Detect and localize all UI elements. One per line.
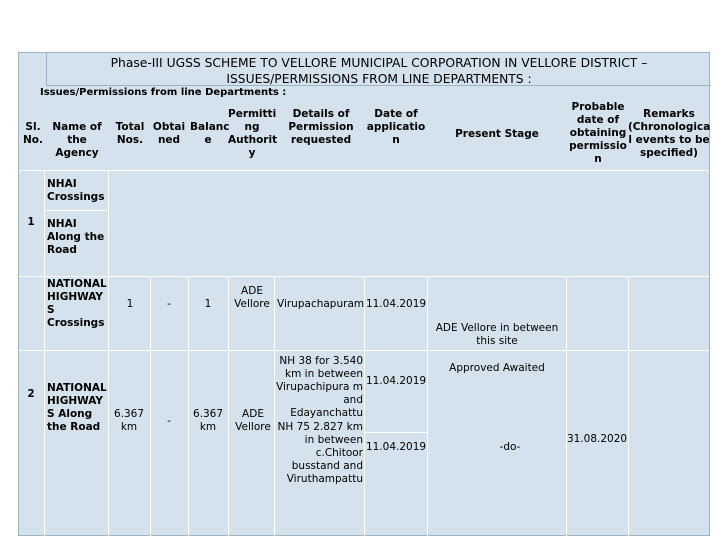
col-divider (364, 276, 365, 536)
col-divider (228, 276, 229, 536)
section-subheading: Issues/Permissions from line Departments : (40, 87, 287, 98)
nh-crossings-total: 1 (126, 298, 134, 310)
row-sl-1: 1 (27, 216, 35, 228)
nh-crossings-authority: ADE Vellore (234, 285, 270, 310)
row-divider (19, 350, 709, 351)
header-authority: Permitti ng Authorit y (228, 108, 278, 159)
header-total: Total Nos. (115, 121, 145, 146)
nh-crossings-obtained: - (167, 298, 171, 310)
nh-along-obtained: - (167, 415, 171, 427)
col-divider (427, 276, 428, 536)
agency-nh-along: NATIONAL HIGHWAY S Along the Road (47, 382, 107, 433)
stage-text: ADE Vellore in between this site (435, 322, 559, 347)
nh-crossings-date: 11.04.2019 (365, 298, 427, 310)
header-stage: Present Stage (455, 128, 539, 140)
agency-nhai-crossings: NHAI Crossings (47, 178, 105, 203)
header-remarks: Remarks (Chronologica l events to be specified) (628, 108, 711, 159)
header-date: Date of applicatio n (366, 108, 426, 146)
nh-crossings-balance: 1 (204, 298, 212, 310)
col-divider (44, 170, 45, 536)
header-probable: Probable date of obtaining permissio n (569, 101, 627, 165)
col-divider (628, 276, 629, 536)
header-details: Details of Permission requested (288, 108, 354, 146)
agency-nhai-along: NHAI Along the Road (47, 218, 105, 256)
nh-along-details-1: NH 38 for 3.540 km in between Virupachipura m and Edayanchattu (276, 355, 363, 419)
row-divider (45, 210, 107, 211)
nh-along-details-2: NH 75 2.827 km in between c.Chitoor busstand and Viruthampattu (277, 421, 363, 485)
col-divider (566, 276, 567, 536)
header-agency: Name of the Agency (52, 121, 102, 159)
col-divider (188, 276, 189, 536)
header-sl: Sl. No. (23, 121, 43, 146)
nh-along-authority: ADE Vellore (235, 408, 271, 433)
row-divider (365, 432, 427, 433)
page-title (46, 52, 711, 86)
header-obtained: Obtai ned (152, 121, 186, 146)
col-divider (274, 276, 275, 536)
nh-along-date-1: 11.04.2019 (365, 375, 427, 387)
nh-crossings-details: Virupachapuram (277, 298, 365, 310)
row-divider (19, 276, 709, 277)
nh-along-total: 6.367 km (113, 408, 145, 433)
title-line-1: Phase-III UGSS SCHEME TO VELLORE MUNICIPAL CORPORATION IN VELLORE DISTRICT – (110, 56, 648, 70)
nh-along-date-2: 11.04.2019 (365, 441, 427, 453)
title-line-2: ISSUES/PERMISSIONS FROM LINE DEPARTMENTS : (226, 72, 532, 86)
row-divider (19, 170, 709, 171)
stage-ditto: -do- (499, 441, 521, 453)
header-balance: Balanc e (190, 121, 230, 146)
approved-awaited: Approved Awaited (449, 362, 545, 374)
agency-nh-crossings: NATIONAL HIGHWAY S Crossings (47, 278, 107, 329)
probable-date: 31.08.2020 (566, 433, 628, 445)
nh-along-balance: 6.367 km (192, 408, 224, 433)
col-divider (150, 276, 151, 536)
row-sl-2: 2 (27, 388, 35, 400)
col-divider (108, 170, 109, 536)
